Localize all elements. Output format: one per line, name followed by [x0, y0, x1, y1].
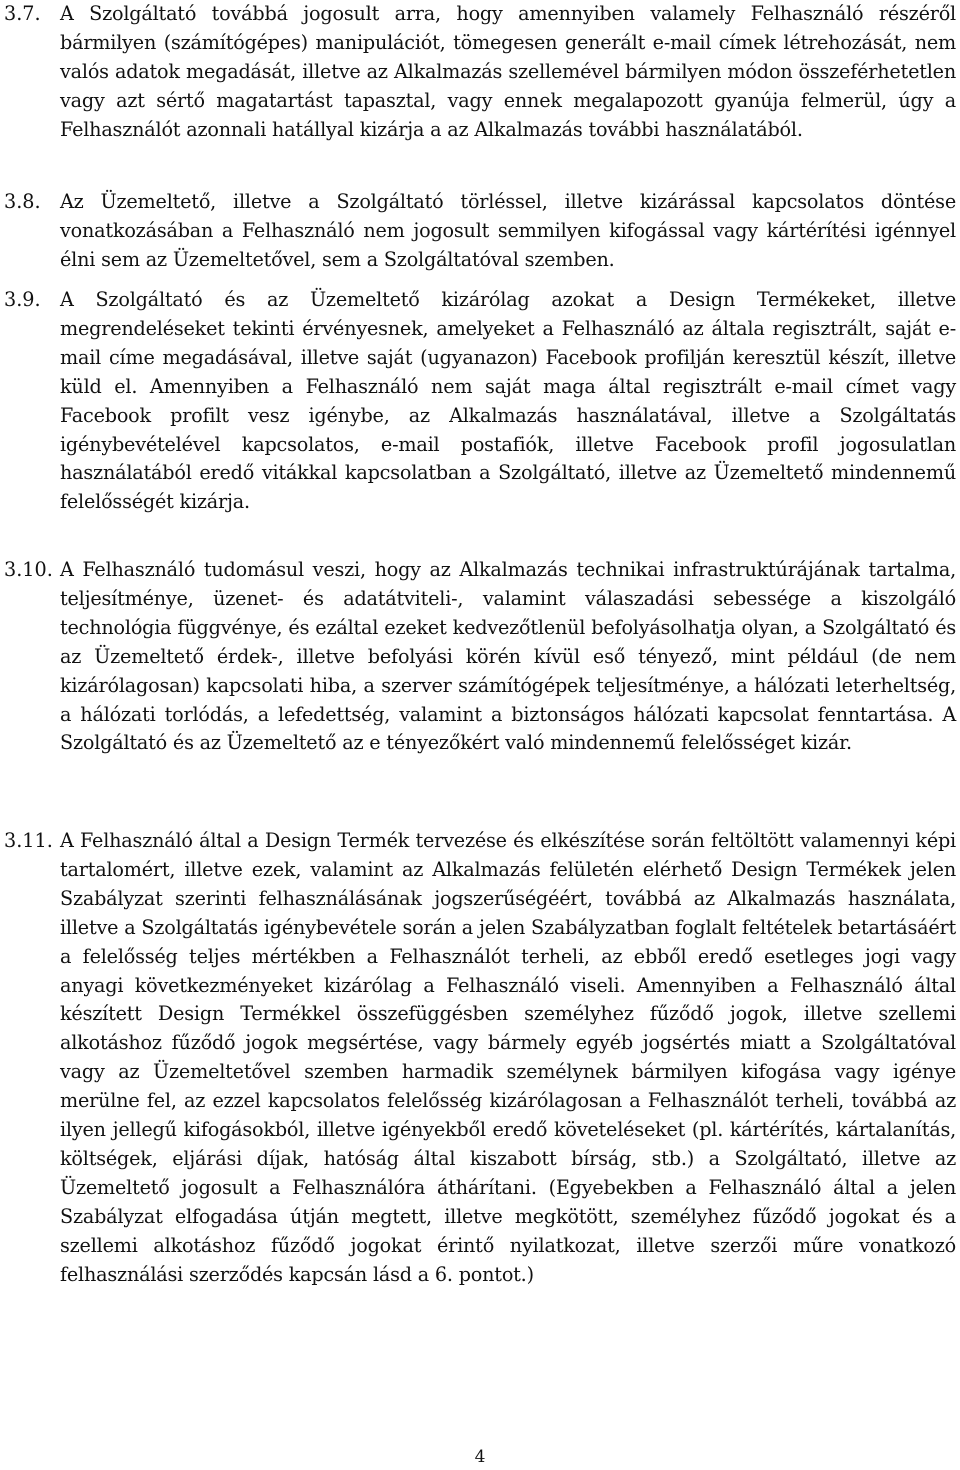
section-text: A Felhasználó tudomásul veszi, hogy az Alkalmazás technikai infrastruktúrájának tartalma, teljesítménye, üzenet- és adatátviteli-, valamint válaszadási sebessége a kiszolgáló technológia függvénye, és ezáltal ezeket kedvezőtlenül befolyásolhatja olyan, a Szolgáltató és az Üzemeltető érdek-, illetve befolyási körén kívül eső tényező, mint például (de nem kizárólagosan) kapcsolati hiba, a szerver számítógépek teljesítménye, a hálózati leterheltség, a hálózati torlódás, a lefedettség, valamint a biztonságos hálózati kapcsolat fenntartása. A Szolgáltató és az Üzemeltető az e tényezőkért való mindennemű felelősséget kizár.	[60, 558, 956, 755]
section-3-11	[0, 827, 956, 1290]
section-number: 3.7.	[4, 2, 41, 25]
section-3-8	[0, 188, 956, 275]
section-text: A Szolgáltató továbbá jogosult arra, hogy amennyiben valamely Felhasználó részéről bármilyen (számítógépes) manipulációt, tömegesen generált e-mail címek létrehozását, nem valós adatok megadását, illetve az Alkalmazás szellemével bármilyen módon összeférhetetlen vagy azt sértő magatartást tapasztal, vagy ennek megalapozott gyanúja felmerül, úgy a Felhasználót azonnali hatállyal kizárja a az Alkalmazás további használatából.	[60, 2, 956, 141]
section-3-7	[0, 0, 956, 145]
section-number: 3.11.	[4, 829, 53, 852]
section-text: A Szolgáltató és az Üzemeltető kizárólag azokat a Design Termékeket, illetve megrendeléseket tekinti érvényesnek, amelyeket a Felhasználó az általa regisztrált, saját e-mail címe megadásával, illetve saját (ugyanazon) Facebook profilján keresztül készít, illetve küld el. Amennyiben a Felhasználó nem saját maga által regisztrált e-mail címet vagy Facebook profilt vesz igénybe, az Alkalmazás használatával, illetve a Szolgáltatás igénybevételével kapcsolatos, e-mail postafiók, illetve Facebook profil jogosulatlan használatából eredő vitákkal kapcsolatban a Szolgáltató, illetve az Üzemeltető mindennemű felelősségét kizárja.	[60, 288, 956, 514]
section-number: 3.9.	[4, 288, 41, 311]
section-text: A Felhasználó által a Design Termék tervezése és elkészítése során feltöltött valamennyi képi tartalomért, illetve ezek, valamint az Alkalmazás felületén elérhető Design Termékek jelen Szabályzat szerinti felhasználásának jogszerűségéért, továbbá az Alkalmazás használata, illetve a Szolgáltatás igénybevétele során a jelen Szabályzatban foglalt feltételek betartásáért a felelősség teljes mértékben a Felhasználót terheli, az ebből eredő esetleges jogi vagy anyagi következményeket kizárólag a Felhasználó viseli. Amennyiben a Felhasználó által készített Design Termékkel összefüggésben személyhez fűződő jogok, illetve szellemi alkotáshoz fűződő jogok megsértése, vagy bármely egyéb jogsértés miatt a Szolgáltatóval vagy az Üzemeltetővel szemben harmadik személynek bármilyen kifogása vagy igénye merülne fel, az ezzel kapcsolatos felelősség kizárólagosan a Felhasználót terheli, továbbá az ilyen jellegű kifogásokból, illetve igényekből eredő követeléseket (pl. kártérítés, kártalanítás, költségek, eljárási díjak, hatóság által kiszabott bírság, stb.) a Szolgáltató, illetve az Üzemeltető jogosult a Felhasználóra áthárítani. (Egyebekben a Felhasználó által a jelen Szabályzat elfogadása útján megtett, illetve megkötött, személyhez fűződő jogokat és a szellemi alkotáshoz fűződő jogokat érintő nyilatkozat, illetve szerzői műre vonatkozó felhasználási szerződés kapcsán lásd a 6. pontot.)	[60, 829, 956, 1286]
section-3-10	[0, 556, 956, 758]
page-number: 4	[474, 1447, 486, 1467]
section-number: 3.8.	[4, 190, 41, 213]
section-text: Az Üzemeltető, illetve a Szolgáltató törléssel, illetve kizárással kapcsolatos döntése vonatkozásában a Felhasználó nem jogosult semmilyen kifogással vagy kártérítési igénnyel élni sem az Üzemeltetővel, sem a Szolgáltatóval szemben.	[60, 190, 956, 271]
section-number: 3.10.	[4, 558, 53, 581]
section-3-9	[0, 286, 956, 517]
